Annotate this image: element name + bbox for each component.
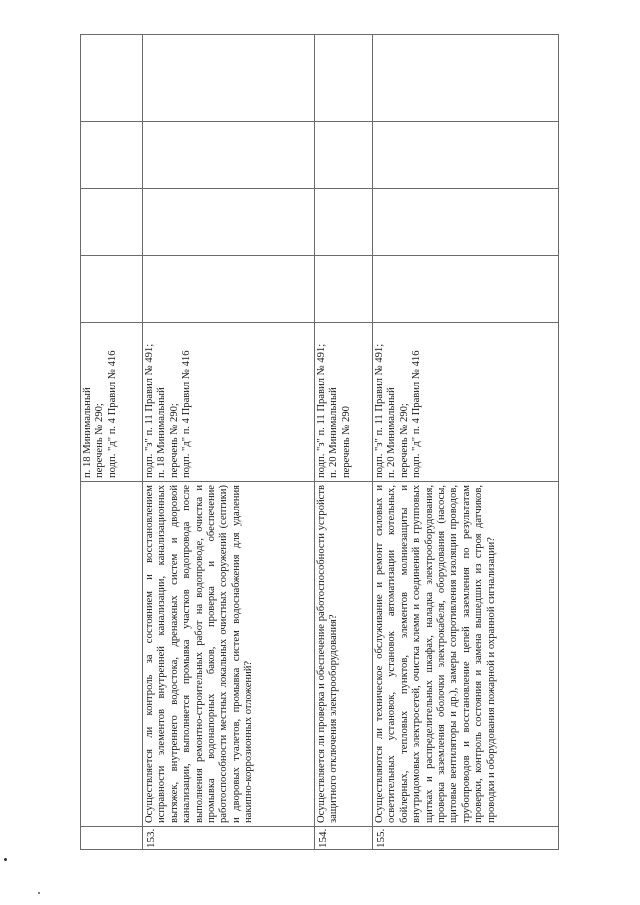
row-number: 155. [373,827,559,850]
legal-reference-line: подп. "з" п. 11 Правил № 491; [144,343,155,478]
row-number [81,827,143,850]
legal-reference-line: перечень № 290 [340,406,352,478]
legal-reference-line: перечень № 290; [94,403,106,478]
legal-reference-line: подп. "з" п. 11 Правил № 491; [316,343,327,478]
answer-cell [373,256,559,323]
inspection-checklist-table [80,34,559,850]
legal-reference-line: п. 18 Минимальный [82,387,93,478]
scan-speck [4,858,7,861]
answer-cell [143,189,315,256]
question-text: Осуществляются ли техническое обслуживание и ремонт силовых и осветительных установок, установок автоматизации котельных, бойлерных, тепловых пунктов, элементов молниезащиты и внутридомовых электросетей, очистка клемм и соединений в групповых щитках и распределительных шкафах, наладка электрооборудования, проверка заземления оболочки электрокабеля, оборудования (насосы, щитовые вентиляторы и др.), замеры сопротивления изоляции проводов, трубопроводов и восстановление цепей заземления по результатам проверки, контроль состояния и замена вышедших из строя датчиков, проводки и оборудования пожарной и охранной сигнализации? [373,482,559,827]
table-row [373,35,559,850]
legal-reference-line: подп. "д" п. 4 Правил № 416 [181,350,193,478]
legal-reference [315,323,373,482]
rotated-document-page [80,60,560,850]
table-row [81,35,143,850]
table-row [315,35,373,850]
legal-reference-line: перечень № 290; [398,403,410,478]
legal-reference-line: п. 20 Минимальный [328,387,340,478]
answer-cell [373,35,559,122]
question-text: Осуществляется ли проверка и обеспечение работоспособности устройств защитного отключения электрооборудования? [315,482,373,827]
legal-reference-line: подп. "з" п. 11 Правил № 491; [374,343,385,478]
answer-cell [81,122,143,189]
table-row [143,35,315,850]
answer-cell [373,122,559,189]
legal-reference-line: п. 20 Минимальный [386,387,398,478]
row-number: 154. [315,827,373,850]
legal-reference-line: перечень № 290; [168,403,180,478]
answer-cell [143,122,315,189]
legal-reference [373,323,559,482]
row-number: 153. [143,827,315,850]
answer-cell [315,189,373,256]
legal-reference-line: п. 18 Минимальный [156,387,168,478]
answer-cell [373,189,559,256]
answer-cell [315,256,373,323]
answer-cell [143,35,315,122]
answer-cell [81,35,143,122]
answer-cell [81,256,143,323]
answer-cell [143,256,315,323]
legal-reference [81,323,143,482]
scan-speck [38,892,40,894]
answer-cell [315,122,373,189]
question-text: Осуществляется ли контроль за состоянием и восстановлением исправности элементов внутренней канализации, канализационных вытяжек, внутреннего водостока, дренажных систем и дворовой канализации, выполняется промывка участков водопровода после выполнения ремонтно-строительных работ на водопроводе, очистка и промывка водонапорных баков, проверка и обеспечение работоспособности местных локальных очистных сооружений (септики) и дворовых туалетов, промывка систем водоснабжения для удаления накипно-коррозионных отложений? [143,482,315,827]
legal-reference-line: подп. "д" п. 4 Правил № 416 [411,350,423,478]
legal-reference [143,323,315,482]
answer-cell [315,35,373,122]
question-text [81,482,143,827]
legal-reference-line: подп. "д" п. 4 Правил № 416 [106,350,118,478]
answer-cell [81,189,143,256]
